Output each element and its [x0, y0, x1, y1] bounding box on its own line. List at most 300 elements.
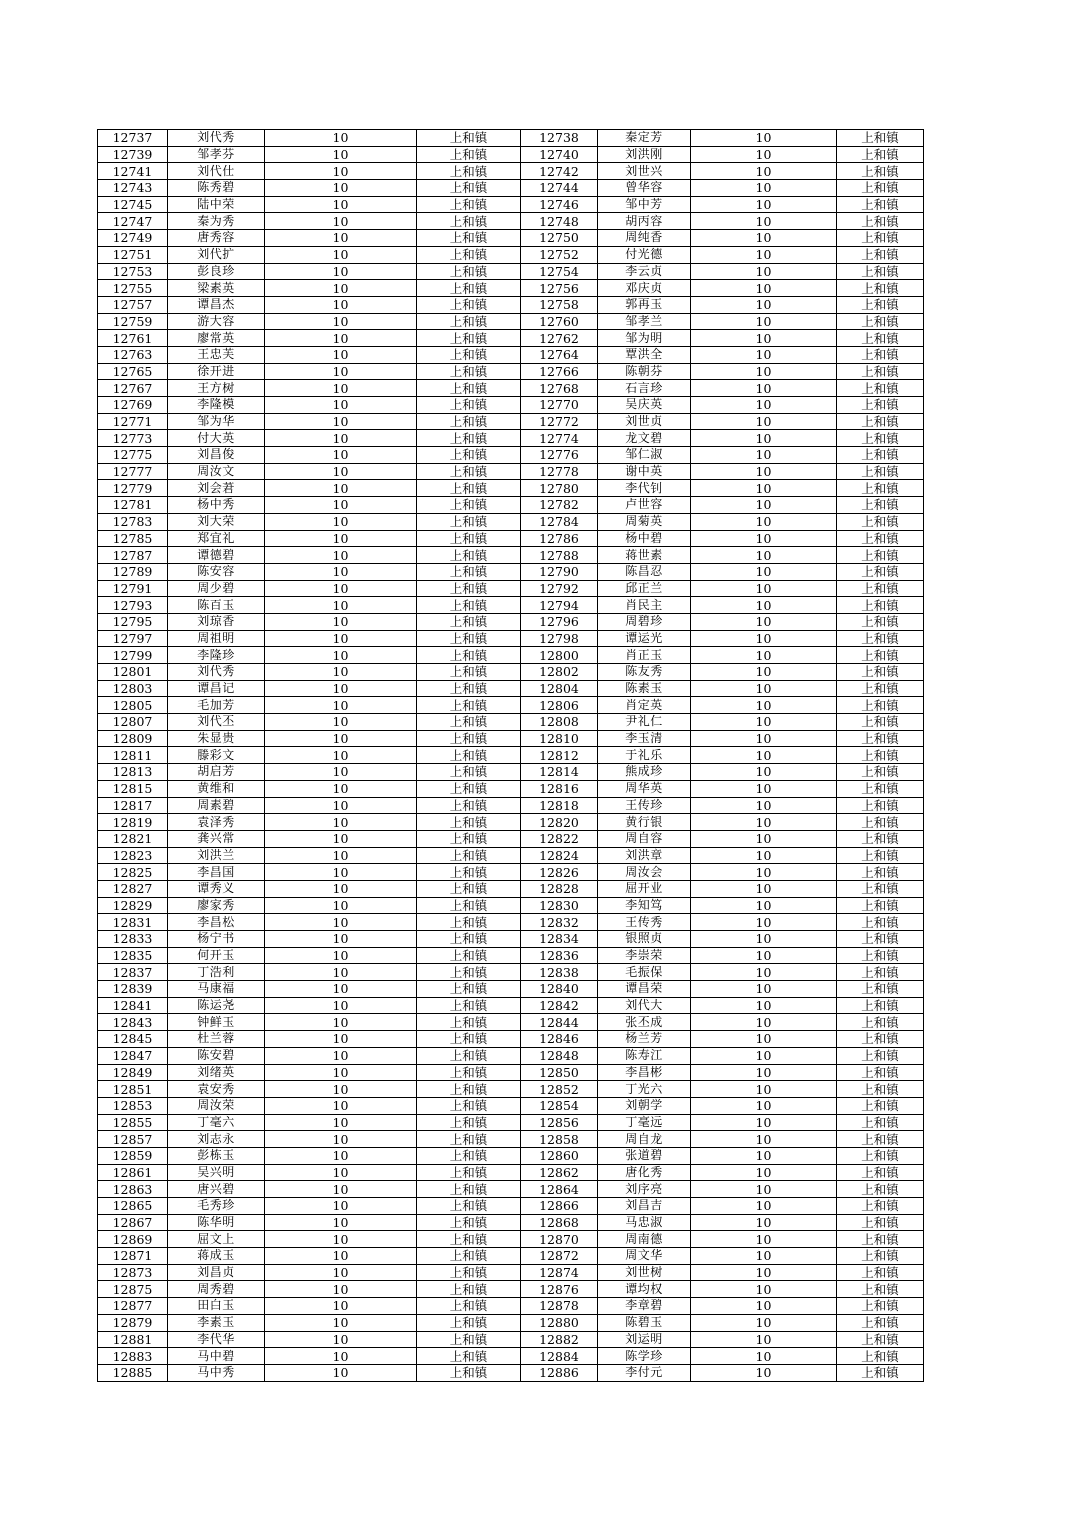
amount-cell: 10 [691, 847, 837, 864]
record-id-cell: 12807 [98, 714, 168, 731]
town-cell: 上和镇 [837, 1097, 924, 1114]
table-row [98, 1314, 924, 1331]
record-id-cell: 12872 [521, 1248, 598, 1265]
name-cell: 李昌彬 [598, 1064, 691, 1081]
amount-cell: 10 [265, 463, 417, 480]
record-id-cell: 12796 [521, 613, 598, 630]
record-id-cell: 12791 [98, 580, 168, 597]
record-id-cell: 12823 [98, 847, 168, 864]
town-cell: 上和镇 [837, 714, 924, 731]
table-row [98, 1147, 924, 1164]
table-row [98, 530, 924, 547]
table-row [98, 1248, 924, 1265]
record-id-cell: 12768 [521, 380, 598, 397]
record-id-cell: 12815 [98, 780, 168, 797]
amount-cell: 10 [691, 413, 837, 430]
record-id-cell: 12780 [521, 480, 598, 497]
name-cell: 杨中碧 [598, 530, 691, 547]
name-cell: 龙文碧 [598, 430, 691, 447]
table-row [98, 880, 924, 897]
name-cell: 毛加芳 [168, 697, 265, 714]
town-cell: 上和镇 [417, 547, 521, 564]
table-row [98, 497, 924, 514]
name-cell: 卢世容 [598, 497, 691, 514]
table-row [98, 246, 924, 263]
name-cell: 周自龙 [598, 1131, 691, 1148]
amount-cell: 10 [691, 1264, 837, 1281]
amount-cell: 10 [265, 1314, 417, 1331]
record-id-cell: 12741 [98, 163, 168, 180]
name-cell: 游大容 [168, 313, 265, 330]
name-cell: 张丕成 [598, 1014, 691, 1031]
table-row [98, 330, 924, 347]
record-id-cell: 12808 [521, 714, 598, 731]
name-cell: 杨兰芳 [598, 1031, 691, 1048]
amount-cell: 10 [265, 1181, 417, 1198]
name-cell: 秦定芳 [598, 130, 691, 147]
town-cell: 上和镇 [837, 480, 924, 497]
amount-cell: 10 [691, 130, 837, 147]
name-cell: 刘大荣 [168, 513, 265, 530]
record-id-cell: 12848 [521, 1047, 598, 1064]
amount-cell: 10 [691, 630, 837, 647]
amount-cell: 10 [265, 296, 417, 313]
record-id-cell: 12763 [98, 346, 168, 363]
town-cell: 上和镇 [837, 1264, 924, 1281]
name-cell: 胡启芳 [168, 764, 265, 781]
town-cell: 上和镇 [417, 714, 521, 731]
town-cell: 上和镇 [837, 997, 924, 1014]
amount-cell: 10 [265, 346, 417, 363]
name-cell: 丁浩利 [168, 964, 265, 981]
name-cell: 陈秀碧 [168, 180, 265, 197]
amount-cell: 10 [691, 897, 837, 914]
town-cell: 上和镇 [417, 1014, 521, 1031]
town-cell: 上和镇 [837, 647, 924, 664]
name-cell: 李隆模 [168, 397, 265, 414]
town-cell: 上和镇 [417, 1231, 521, 1248]
town-cell: 上和镇 [837, 664, 924, 681]
town-cell: 上和镇 [837, 380, 924, 397]
town-cell: 上和镇 [417, 947, 521, 964]
table-row [98, 613, 924, 630]
amount-cell: 10 [691, 513, 837, 530]
record-id-cell: 12806 [521, 697, 598, 714]
town-cell: 上和镇 [837, 447, 924, 464]
record-id-cell: 12745 [98, 196, 168, 213]
town-cell: 上和镇 [417, 1331, 521, 1348]
name-cell: 丁毫远 [598, 1114, 691, 1131]
record-id-cell: 12800 [521, 647, 598, 664]
name-cell: 王传秀 [598, 914, 691, 931]
amount-cell: 10 [691, 196, 837, 213]
name-cell: 胡丙容 [598, 213, 691, 230]
town-cell: 上和镇 [417, 914, 521, 931]
record-id-cell: 12875 [98, 1281, 168, 1298]
table-row [98, 730, 924, 747]
name-cell: 谭昌荣 [598, 981, 691, 998]
amount-cell: 10 [265, 647, 417, 664]
town-cell: 上和镇 [417, 296, 521, 313]
table-row [98, 580, 924, 597]
name-cell: 刘代秀 [168, 664, 265, 681]
amount-cell: 10 [265, 547, 417, 564]
name-cell: 周汝文 [168, 463, 265, 480]
name-cell: 李代钊 [598, 480, 691, 497]
table-row [98, 1064, 924, 1081]
town-cell: 上和镇 [837, 947, 924, 964]
name-cell: 银照贞 [598, 931, 691, 948]
record-id-cell: 12884 [521, 1348, 598, 1365]
town-cell: 上和镇 [837, 1147, 924, 1164]
amount-cell: 10 [691, 163, 837, 180]
record-id-cell: 12885 [98, 1364, 168, 1381]
town-cell: 上和镇 [417, 1214, 521, 1231]
town-cell: 上和镇 [417, 997, 521, 1014]
name-cell: 李隆珍 [168, 647, 265, 664]
name-cell: 杨宁书 [168, 931, 265, 948]
record-id-cell: 12797 [98, 630, 168, 647]
town-cell: 上和镇 [417, 1181, 521, 1198]
record-id-cell: 12858 [521, 1131, 598, 1148]
roster-body [98, 130, 924, 1382]
town-cell: 上和镇 [417, 513, 521, 530]
name-cell: 李知笃 [598, 897, 691, 914]
record-id-cell: 12813 [98, 764, 168, 781]
table-row [98, 213, 924, 230]
amount-cell: 10 [265, 1031, 417, 1048]
name-cell: 屈开业 [598, 880, 691, 897]
table-row [98, 280, 924, 297]
amount-cell: 10 [265, 1198, 417, 1215]
record-id-cell: 12759 [98, 313, 168, 330]
amount-cell: 10 [265, 764, 417, 781]
town-cell: 上和镇 [417, 613, 521, 630]
table-row [98, 897, 924, 914]
amount-cell: 10 [691, 1047, 837, 1064]
name-cell: 何开玉 [168, 947, 265, 964]
amount-cell: 10 [265, 697, 417, 714]
name-cell: 袁安秀 [168, 1081, 265, 1098]
name-cell: 刘代仕 [168, 163, 265, 180]
town-cell: 上和镇 [837, 1248, 924, 1265]
record-id-cell: 12831 [98, 914, 168, 931]
amount-cell: 10 [265, 981, 417, 998]
amount-cell: 10 [691, 1081, 837, 1098]
table-row [98, 630, 924, 647]
name-cell: 刘朝学 [598, 1097, 691, 1114]
name-cell: 黄行银 [598, 814, 691, 831]
table-row [98, 1198, 924, 1215]
town-cell: 上和镇 [837, 1064, 924, 1081]
name-cell: 谭昌记 [168, 680, 265, 697]
amount-cell: 10 [691, 1131, 837, 1148]
name-cell: 付光德 [598, 246, 691, 263]
record-id-cell: 12817 [98, 797, 168, 814]
table-row [98, 947, 924, 964]
amount-cell: 10 [691, 964, 837, 981]
amount-cell: 10 [691, 1114, 837, 1131]
amount-cell: 10 [265, 196, 417, 213]
record-id-cell: 12744 [521, 180, 598, 197]
record-id-cell: 12868 [521, 1214, 598, 1231]
name-cell: 邹为明 [598, 330, 691, 347]
town-cell: 上和镇 [837, 1031, 924, 1048]
name-cell: 周纯香 [598, 230, 691, 247]
name-cell: 陈华明 [168, 1214, 265, 1231]
town-cell: 上和镇 [417, 1114, 521, 1131]
table-row [98, 1131, 924, 1148]
name-cell: 李崇荣 [598, 947, 691, 964]
record-id-cell: 12827 [98, 880, 168, 897]
town-cell: 上和镇 [417, 814, 521, 831]
amount-cell: 10 [265, 747, 417, 764]
record-id-cell: 12822 [521, 830, 598, 847]
town-cell: 上和镇 [417, 230, 521, 247]
table-row [98, 1081, 924, 1098]
name-cell: 毛振保 [598, 964, 691, 981]
town-cell: 上和镇 [837, 296, 924, 313]
amount-cell: 10 [265, 1231, 417, 1248]
amount-cell: 10 [691, 530, 837, 547]
name-cell: 唐化秀 [598, 1164, 691, 1181]
town-cell: 上和镇 [417, 730, 521, 747]
record-id-cell: 12738 [521, 130, 598, 147]
name-cell: 肖正玉 [598, 647, 691, 664]
table-row [98, 1014, 924, 1031]
amount-cell: 10 [265, 630, 417, 647]
town-cell: 上和镇 [837, 1348, 924, 1365]
record-id-cell: 12743 [98, 180, 168, 197]
record-id-cell: 12799 [98, 647, 168, 664]
record-id-cell: 12739 [98, 146, 168, 163]
table-row [98, 981, 924, 998]
name-cell: 刘代丕 [168, 714, 265, 731]
town-cell: 上和镇 [837, 1181, 924, 1198]
record-id-cell: 12854 [521, 1097, 598, 1114]
table-row [98, 263, 924, 280]
table-row [98, 413, 924, 430]
town-cell: 上和镇 [837, 1231, 924, 1248]
town-cell: 上和镇 [417, 630, 521, 647]
record-id-cell: 12792 [521, 580, 598, 597]
name-cell: 吴庆英 [598, 397, 691, 414]
name-cell: 刘运明 [598, 1331, 691, 1348]
amount-cell: 10 [691, 664, 837, 681]
table-row [98, 1298, 924, 1315]
town-cell: 上和镇 [837, 1331, 924, 1348]
town-cell: 上和镇 [417, 830, 521, 847]
name-cell: 杨中秀 [168, 497, 265, 514]
amount-cell: 10 [265, 964, 417, 981]
town-cell: 上和镇 [837, 814, 924, 831]
record-id-cell: 12856 [521, 1114, 598, 1131]
table-row [98, 380, 924, 397]
town-cell: 上和镇 [417, 1131, 521, 1148]
record-id-cell: 12809 [98, 730, 168, 747]
record-id-cell: 12867 [98, 1214, 168, 1231]
amount-cell: 10 [691, 1314, 837, 1331]
table-row [98, 346, 924, 363]
town-cell: 上和镇 [837, 880, 924, 897]
name-cell: 熊成珍 [598, 764, 691, 781]
record-id-cell: 12793 [98, 597, 168, 614]
record-id-cell: 12874 [521, 1264, 598, 1281]
table-row [98, 747, 924, 764]
town-cell: 上和镇 [417, 981, 521, 998]
town-cell: 上和镇 [417, 213, 521, 230]
amount-cell: 10 [265, 130, 417, 147]
record-id-cell: 12849 [98, 1064, 168, 1081]
record-id-cell: 12764 [521, 346, 598, 363]
record-id-cell: 12837 [98, 964, 168, 981]
amount-cell: 10 [265, 263, 417, 280]
amount-cell: 10 [691, 1097, 837, 1114]
record-id-cell: 12784 [521, 513, 598, 530]
amount-cell: 10 [265, 280, 417, 297]
town-cell: 上和镇 [417, 130, 521, 147]
table-row [98, 1231, 924, 1248]
record-id-cell: 12757 [98, 296, 168, 313]
amount-cell: 10 [691, 346, 837, 363]
name-cell: 刘世贞 [598, 413, 691, 430]
name-cell: 刘昌俊 [168, 447, 265, 464]
table-row [98, 1031, 924, 1048]
amount-cell: 10 [265, 1281, 417, 1298]
town-cell: 上和镇 [417, 380, 521, 397]
name-cell: 李付元 [598, 1364, 691, 1381]
table-row [98, 697, 924, 714]
record-id-cell: 12765 [98, 363, 168, 380]
town-cell: 上和镇 [837, 1164, 924, 1181]
town-cell: 上和镇 [417, 563, 521, 580]
record-id-cell: 12825 [98, 864, 168, 881]
record-id-cell: 12737 [98, 130, 168, 147]
name-cell: 覃洪全 [598, 346, 691, 363]
amount-cell: 10 [691, 497, 837, 514]
town-cell: 上和镇 [417, 1147, 521, 1164]
name-cell: 谢中英 [598, 463, 691, 480]
record-id-cell: 12843 [98, 1014, 168, 1031]
record-id-cell: 12883 [98, 1348, 168, 1365]
record-id-cell: 12838 [521, 964, 598, 981]
record-id-cell: 12851 [98, 1081, 168, 1098]
amount-cell: 10 [691, 613, 837, 630]
record-id-cell: 12812 [521, 747, 598, 764]
record-id-cell: 12882 [521, 1331, 598, 1348]
amount-cell: 10 [691, 380, 837, 397]
name-cell: 陆中荣 [168, 196, 265, 213]
record-id-cell: 12846 [521, 1031, 598, 1048]
town-cell: 上和镇 [837, 130, 924, 147]
town-cell: 上和镇 [837, 964, 924, 981]
record-id-cell: 12782 [521, 497, 598, 514]
name-cell: 陈学珍 [598, 1348, 691, 1365]
record-id-cell: 12869 [98, 1231, 168, 1248]
record-id-cell: 12751 [98, 246, 168, 263]
amount-cell: 10 [691, 647, 837, 664]
town-cell: 上和镇 [417, 1198, 521, 1215]
table-row [98, 864, 924, 881]
record-id-cell: 12852 [521, 1081, 598, 1098]
name-cell: 刘会莙 [168, 480, 265, 497]
record-id-cell: 12871 [98, 1248, 168, 1265]
amount-cell: 10 [265, 914, 417, 931]
name-cell: 刘绪英 [168, 1064, 265, 1081]
name-cell: 屈文上 [168, 1231, 265, 1248]
amount-cell: 10 [265, 864, 417, 881]
record-id-cell: 12752 [521, 246, 598, 263]
roster-table [97, 129, 924, 1382]
town-cell: 上和镇 [837, 196, 924, 213]
name-cell: 王方树 [168, 380, 265, 397]
amount-cell: 10 [265, 1348, 417, 1365]
name-cell: 李玉清 [598, 730, 691, 747]
table-row [98, 597, 924, 614]
name-cell: 周祖明 [168, 630, 265, 647]
amount-cell: 10 [265, 1331, 417, 1348]
amount-cell: 10 [691, 330, 837, 347]
town-cell: 上和镇 [417, 1248, 521, 1265]
amount-cell: 10 [691, 1014, 837, 1031]
amount-cell: 10 [265, 313, 417, 330]
table-row [98, 480, 924, 497]
town-cell: 上和镇 [837, 580, 924, 597]
town-cell: 上和镇 [417, 1081, 521, 1098]
record-id-cell: 12778 [521, 463, 598, 480]
amount-cell: 10 [265, 597, 417, 614]
amount-cell: 10 [691, 597, 837, 614]
town-cell: 上和镇 [837, 280, 924, 297]
amount-cell: 10 [265, 180, 417, 197]
amount-cell: 10 [265, 1298, 417, 1315]
amount-cell: 10 [265, 330, 417, 347]
table-row [98, 1264, 924, 1281]
record-id-cell: 12750 [521, 230, 598, 247]
town-cell: 上和镇 [837, 613, 924, 630]
table-row [98, 780, 924, 797]
name-cell: 周素碧 [168, 797, 265, 814]
amount-cell: 10 [265, 413, 417, 430]
amount-cell: 10 [691, 730, 837, 747]
record-id-cell: 12742 [521, 163, 598, 180]
table-row [98, 1331, 924, 1348]
town-cell: 上和镇 [837, 1114, 924, 1131]
name-cell: 李昌松 [168, 914, 265, 931]
name-cell: 马中秀 [168, 1364, 265, 1381]
town-cell: 上和镇 [417, 480, 521, 497]
town-cell: 上和镇 [837, 430, 924, 447]
name-cell: 邓庆贞 [598, 280, 691, 297]
amount-cell: 10 [691, 1364, 837, 1381]
amount-cell: 10 [691, 880, 837, 897]
table-row [98, 180, 924, 197]
name-cell: 刘代扩 [168, 246, 265, 263]
name-cell: 王传珍 [598, 797, 691, 814]
town-cell: 上和镇 [837, 1214, 924, 1231]
amount-cell: 10 [691, 230, 837, 247]
amount-cell: 10 [265, 380, 417, 397]
amount-cell: 10 [265, 163, 417, 180]
amount-cell: 10 [265, 1164, 417, 1181]
name-cell: 彭栋玉 [168, 1147, 265, 1164]
name-cell: 陈运尧 [168, 997, 265, 1014]
record-id-cell: 12859 [98, 1147, 168, 1164]
amount-cell: 10 [265, 814, 417, 831]
town-cell: 上和镇 [837, 163, 924, 180]
amount-cell: 10 [691, 363, 837, 380]
town-cell: 上和镇 [417, 864, 521, 881]
